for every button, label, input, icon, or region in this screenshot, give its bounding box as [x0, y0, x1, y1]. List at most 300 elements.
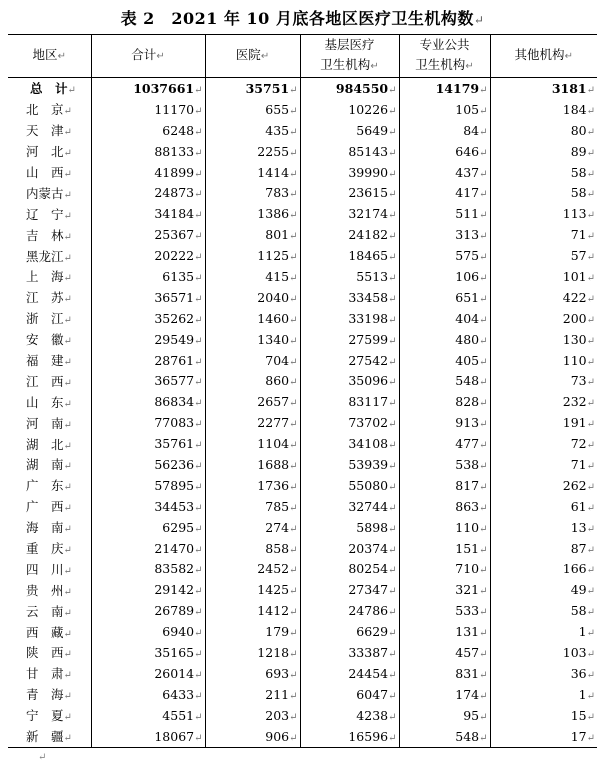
cell-value: 131: [455, 624, 480, 640]
paragraph-mark-icon: ↵: [194, 419, 203, 431]
cell-value: 73702: [348, 415, 389, 431]
cell-value: 18465: [348, 248, 389, 264]
value-cell: [205, 579, 300, 600]
table-row: [8, 558, 597, 579]
cell-value: 36: [570, 665, 587, 681]
paragraph-mark-icon: ↵: [156, 51, 165, 62]
paragraph-mark-icon: ↵: [194, 732, 203, 744]
cell-value: 80: [570, 122, 587, 138]
cell-value: 1104: [257, 436, 290, 452]
column-header: [399, 35, 490, 78]
region-name: 新 疆: [26, 729, 64, 745]
column-header: [300, 35, 399, 78]
value-cell: [399, 391, 490, 412]
value-cell: [205, 475, 300, 496]
cell-value: 2452: [257, 561, 290, 577]
paragraph-mark-icon: ↵: [63, 315, 72, 327]
value-cell: [91, 141, 205, 162]
value-cell: [205, 391, 300, 412]
table-row: [8, 203, 597, 224]
paragraph-mark-icon: ↵: [63, 106, 72, 118]
paragraph-mark-icon: ↵: [63, 524, 72, 536]
paragraph-mark-icon: ↵: [289, 711, 298, 723]
paragraph-mark-icon: ↵: [194, 460, 203, 472]
paragraph-mark-icon: ↵: [289, 398, 298, 410]
value-cell: [490, 308, 597, 329]
cell-value: 26789: [154, 603, 195, 619]
region-cell: [8, 663, 91, 684]
column-header: [205, 35, 300, 78]
value-cell: [91, 391, 205, 412]
cell-value: 87: [570, 540, 587, 556]
paragraph-mark-icon: ↵: [479, 440, 488, 452]
cell-value: 831: [455, 665, 480, 681]
paragraph-mark-icon: ↵: [194, 314, 203, 326]
paragraph-mark-icon: ↵: [194, 293, 203, 305]
value-cell: [490, 391, 597, 412]
value-cell: [490, 182, 597, 203]
cell-value: 232: [562, 394, 587, 410]
value-cell: [91, 684, 205, 705]
value-cell: [300, 558, 399, 579]
paragraph-mark-icon: ↵: [586, 586, 595, 598]
paragraph-mark-icon: ↵: [63, 649, 72, 661]
value-cell: [399, 705, 490, 726]
cell-value: 24873: [154, 185, 195, 201]
paragraph-mark-icon: ↵: [289, 481, 298, 493]
cell-value: 6248: [162, 122, 195, 138]
region-name: 北 京: [26, 102, 64, 118]
paragraph-mark-icon: ↵: [289, 105, 298, 117]
table-row: [8, 182, 597, 203]
paragraph-mark-icon: ↵: [586, 732, 595, 744]
cell-value: 533: [455, 603, 480, 619]
paragraph-mark-icon: ↵: [388, 84, 397, 96]
region-name: 海 南: [26, 520, 64, 536]
value-cell: [490, 350, 597, 371]
region-name: 江 苏: [26, 290, 64, 306]
paragraph-mark-icon: ↵: [586, 440, 595, 452]
region-name: 青 海: [26, 687, 64, 703]
value-cell: [399, 663, 490, 684]
value-cell: [91, 433, 205, 454]
value-cell: [300, 538, 399, 559]
table-row: [8, 538, 597, 559]
paragraph-mark-icon: ↵: [586, 105, 595, 117]
paragraph-mark-icon: ↵: [586, 523, 595, 535]
cell-value: 1414: [257, 164, 290, 180]
value-cell: [91, 538, 205, 559]
paragraph-mark-icon: ↵: [194, 356, 203, 368]
value-cell: [490, 433, 597, 454]
value-cell: [205, 621, 300, 642]
value-cell: [490, 412, 597, 433]
region-cell: [8, 726, 91, 747]
value-cell: [399, 621, 490, 642]
paragraph-mark-icon: ↵: [289, 419, 298, 431]
table-row: [8, 308, 597, 329]
region-name: 江 西: [26, 373, 64, 389]
paragraph-mark-icon: ↵: [479, 210, 488, 222]
paragraph-mark-icon: ↵: [289, 314, 298, 326]
paragraph-mark-icon: ↵: [63, 733, 72, 745]
region-cell: [8, 120, 91, 141]
value-cell: [91, 224, 205, 245]
value-cell: [205, 517, 300, 538]
cell-value: 24786: [348, 603, 389, 619]
region-name: 福 建: [26, 353, 64, 369]
paragraph-mark-icon: ↵: [289, 523, 298, 535]
value-cell: [490, 663, 597, 684]
cell-value: 11170: [154, 101, 195, 117]
paragraph-mark-icon: ↵: [63, 294, 72, 306]
cell-value: 32744: [348, 498, 389, 514]
paragraph-mark-icon: ↵: [586, 628, 595, 640]
paragraph-mark-icon: ↵: [194, 648, 203, 660]
value-cell: [91, 162, 205, 183]
table-row: [8, 600, 597, 621]
paragraph-mark-icon: ↵: [289, 147, 298, 159]
cell-value: 404: [455, 310, 480, 326]
cell-value: 106: [455, 268, 480, 284]
cell-value: 72: [570, 436, 587, 452]
value-cell: [490, 705, 597, 726]
paragraph-mark-icon: ↵: [388, 293, 397, 305]
region-cell: [8, 141, 91, 162]
paragraph-mark-icon: ↵: [586, 252, 595, 264]
cell-value: 1460: [257, 310, 290, 326]
region-cell: [8, 391, 91, 412]
cell-value: 710: [455, 561, 480, 577]
region-cell: [8, 203, 91, 224]
institutions-table: [8, 34, 597, 748]
value-cell: [300, 308, 399, 329]
cell-value: 13: [570, 519, 587, 535]
region-cell: [8, 579, 91, 600]
paragraph-mark-icon: ↵: [586, 502, 595, 514]
value-cell: [91, 600, 205, 621]
region-cell: [8, 245, 91, 266]
paragraph-mark-icon: ↵: [388, 523, 397, 535]
paragraph-mark-icon: ↵: [289, 252, 298, 264]
region-cell: [8, 705, 91, 726]
cell-value: 480: [455, 331, 480, 347]
paragraph-mark-icon: ↵: [63, 545, 72, 557]
value-cell: [205, 162, 300, 183]
cell-value: 548: [455, 728, 480, 744]
cell-value: 113: [562, 206, 587, 222]
paragraph-mark-icon: ↵: [479, 314, 488, 326]
column-header-label: 基层医疗: [324, 37, 375, 52]
paragraph-mark-icon: ↵: [586, 565, 595, 577]
table-row: [8, 684, 597, 705]
value-cell: [205, 558, 300, 579]
value-cell: [300, 726, 399, 747]
paragraph-mark-icon: ↵: [586, 669, 595, 681]
value-cell: [91, 558, 205, 579]
cell-value: 85143: [348, 143, 389, 159]
region-name: 广 西: [26, 499, 64, 515]
paragraph-mark-icon: ↵: [194, 168, 203, 180]
paragraph-mark-icon: ↵: [194, 544, 203, 556]
paragraph-mark-icon: ↵: [260, 51, 270, 62]
paragraph-mark-icon: ↵: [388, 648, 397, 660]
value-cell: [300, 496, 399, 517]
cell-value: 313: [455, 227, 480, 243]
region-name: 河 北: [26, 144, 64, 160]
region-name: 西 藏: [26, 624, 64, 640]
table-row: [8, 517, 597, 538]
table-row: [8, 350, 597, 371]
value-cell: [490, 78, 597, 99]
value-cell: [300, 517, 399, 538]
value-cell: [300, 329, 399, 350]
paragraph-mark-icon: ↵: [586, 481, 595, 493]
table-row: [8, 141, 597, 162]
cell-value: 704: [265, 352, 290, 368]
value-cell: [490, 496, 597, 517]
cell-value: 95: [463, 707, 480, 723]
cell-value: 73: [570, 373, 587, 389]
paragraph-mark-icon: ↵: [194, 252, 203, 264]
value-cell: [91, 370, 205, 391]
cell-value: 6295: [162, 519, 195, 535]
cell-value: 89: [570, 143, 587, 159]
paragraph-mark-icon: ↵: [289, 293, 298, 305]
cell-value: 6940: [162, 624, 195, 640]
paragraph-mark-icon: ↵: [388, 252, 397, 264]
region-name: 天 津: [26, 123, 64, 139]
value-cell: [91, 350, 205, 371]
value-cell: [399, 642, 490, 663]
paragraph-mark-icon: ↵: [388, 210, 397, 222]
cell-value: 58: [570, 164, 587, 180]
paragraph-mark-icon: ↵: [479, 523, 488, 535]
cell-value: 785: [265, 498, 290, 514]
cell-value: 191: [562, 415, 587, 431]
value-cell: [300, 141, 399, 162]
region-cell: [8, 182, 91, 203]
cell-value: 101: [562, 268, 587, 284]
cell-value: 84: [463, 122, 480, 138]
value-cell: [490, 266, 597, 287]
region-cell: [8, 350, 91, 371]
value-cell: [205, 350, 300, 371]
paragraph-mark-icon: ↵: [194, 335, 203, 347]
paragraph-mark-icon: ↵: [194, 377, 203, 389]
column-header-label: 其他机构: [514, 47, 565, 62]
paragraph-mark-icon: ↵: [194, 565, 203, 577]
value-cell: [490, 517, 597, 538]
paragraph-mark-icon: ↵: [289, 272, 298, 284]
cell-value: 57: [570, 248, 587, 264]
paragraph-mark-icon: ↵: [388, 711, 397, 723]
cell-value: 179: [265, 624, 290, 640]
paragraph-mark-icon: ↵: [388, 189, 397, 201]
value-cell: [300, 245, 399, 266]
value-cell: [490, 224, 597, 245]
table-row: [8, 224, 597, 245]
region-cell: [8, 308, 91, 329]
value-cell: [91, 454, 205, 475]
cell-value: 1736: [257, 477, 290, 493]
paragraph-mark-icon: ↵: [289, 335, 298, 347]
paragraph-mark-icon: ↵: [586, 398, 595, 410]
paragraph-mark-icon: ↵: [194, 502, 203, 514]
region-cell: [8, 496, 91, 517]
region-name: 山 东: [26, 394, 64, 410]
value-cell: [300, 705, 399, 726]
paragraph-mark-icon: ↵: [586, 293, 595, 305]
value-cell: [205, 329, 300, 350]
table-row: [8, 726, 597, 747]
value-cell: [490, 141, 597, 162]
paragraph-mark-icon: ↵: [63, 127, 72, 139]
paragraph-mark-icon: ↵: [289, 565, 298, 577]
column-header: [91, 35, 205, 78]
paragraph-mark-icon: ↵: [194, 189, 203, 201]
paragraph-mark-icon: ↵: [289, 732, 298, 744]
table-row: [8, 266, 597, 287]
paragraph-mark-icon: ↵: [289, 544, 298, 556]
cell-value: 49: [570, 582, 587, 598]
cell-value: 71: [570, 456, 587, 472]
paragraph-mark-icon: ↵: [586, 210, 595, 222]
cell-value: 2657: [257, 394, 290, 410]
paragraph-mark-icon: ↵: [479, 84, 488, 96]
paragraph-mark-icon: ↵: [479, 105, 488, 117]
paragraph-mark-icon: ↵: [388, 126, 397, 138]
paragraph-mark-icon: ↵: [63, 503, 72, 515]
header-row: [8, 35, 597, 78]
region-cell: [8, 600, 91, 621]
value-cell: [490, 329, 597, 350]
paragraph-mark-icon: ↵: [194, 272, 203, 284]
cell-value: 103: [562, 644, 587, 660]
value-cell: [300, 120, 399, 141]
cell-value: 913: [455, 415, 480, 431]
cell-value: 1425: [257, 582, 290, 598]
paragraph-mark-icon: ↵: [289, 607, 298, 619]
paragraph-mark-icon: ↵: [479, 607, 488, 619]
paragraph-mark-icon: ↵: [63, 189, 72, 201]
paragraph-mark-icon: ↵: [63, 586, 72, 598]
paragraph-mark-icon: ↵: [194, 711, 203, 723]
cell-value: 1: [578, 686, 587, 702]
paragraph-mark-icon: ↵: [479, 481, 488, 493]
cell-value: 1125: [257, 248, 290, 264]
cell-value: 33198: [348, 310, 389, 326]
cell-value: 538: [455, 456, 480, 472]
value-cell: [399, 350, 490, 371]
value-cell: [205, 224, 300, 245]
table-row: [8, 496, 597, 517]
cell-value: 36577: [154, 373, 195, 389]
cell-value: 415: [265, 268, 290, 284]
cell-value: 41899: [154, 164, 195, 180]
value-cell: [91, 663, 205, 684]
value-cell: [300, 350, 399, 371]
value-cell: [300, 224, 399, 245]
paragraph-mark-icon: ↵: [289, 586, 298, 598]
paragraph-mark-icon: ↵: [63, 252, 72, 264]
value-cell: [91, 726, 205, 747]
cell-value: 511: [455, 206, 480, 222]
cell-value: 23615: [348, 185, 389, 201]
value-cell: [91, 245, 205, 266]
value-cell: [399, 370, 490, 391]
value-cell: [205, 412, 300, 433]
region-name: 四 川: [26, 561, 64, 577]
paragraph-mark-icon: ↵: [289, 168, 298, 180]
value-cell: [490, 245, 597, 266]
paragraph-mark-icon: ↵: [479, 690, 488, 702]
cell-value: 6629: [356, 624, 389, 640]
cell-value: 2277: [257, 415, 290, 431]
table-row: [8, 475, 597, 496]
value-cell: [205, 245, 300, 266]
cell-value: 1688: [257, 456, 290, 472]
region-cell: [8, 412, 91, 433]
value-cell: [205, 496, 300, 517]
cell-value: 24454: [348, 665, 389, 681]
value-cell: [490, 621, 597, 642]
cell-value: 6047: [356, 686, 389, 702]
paragraph-mark-icon: ↵: [388, 460, 397, 472]
value-cell: [490, 454, 597, 475]
cell-value: 34453: [154, 498, 195, 514]
table-row: [8, 370, 597, 391]
value-cell: [399, 329, 490, 350]
value-cell: [205, 370, 300, 391]
region-cell: [8, 78, 91, 99]
region-name: 辽 宁: [26, 206, 64, 222]
cell-value: 110: [455, 519, 480, 535]
cell-value: 858: [265, 540, 290, 556]
paragraph-mark-icon: ↵: [586, 168, 595, 180]
total-row: [8, 78, 597, 99]
cell-value: 651: [455, 289, 480, 305]
value-cell: [399, 433, 490, 454]
paragraph-mark-icon: ↵: [586, 356, 595, 368]
value-cell: [490, 726, 597, 747]
paragraph-mark-icon: ↵: [63, 210, 72, 222]
value-cell: [300, 454, 399, 475]
cell-value: 86834: [154, 394, 195, 410]
value-cell: [91, 705, 205, 726]
cell-value: 783: [265, 185, 290, 201]
value-cell: [205, 141, 300, 162]
paragraph-mark-icon: ↵: [473, 13, 485, 27]
cell-value: 88133: [154, 143, 195, 159]
value-cell: [399, 412, 490, 433]
value-cell: [91, 287, 205, 308]
cell-value: 184: [562, 101, 587, 117]
paragraph-mark-icon: ↵: [586, 84, 595, 96]
paragraph-mark-icon: ↵: [388, 356, 397, 368]
value-cell: [300, 600, 399, 621]
column-header: [8, 35, 91, 78]
paragraph-mark-icon: ↵: [63, 712, 72, 724]
cell-value: 575: [455, 248, 480, 264]
cell-value: 57895: [154, 477, 195, 493]
table-row: [8, 99, 597, 120]
cell-value: 35751: [245, 80, 290, 96]
paragraph-mark-icon: ↵: [388, 272, 397, 284]
paragraph-mark-icon: ↵: [479, 669, 488, 681]
value-cell: [300, 162, 399, 183]
value-cell: [205, 287, 300, 308]
